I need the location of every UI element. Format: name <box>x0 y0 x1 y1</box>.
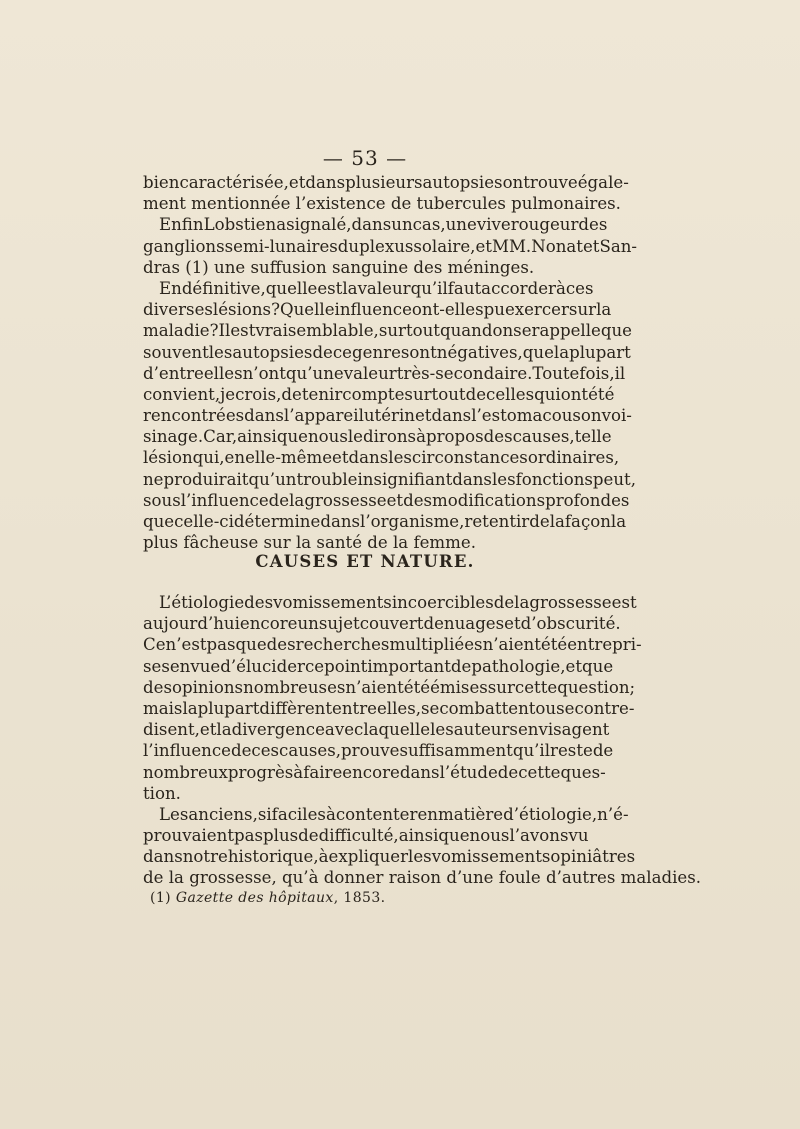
text-line: aujourd’hui encore un sujet couvert de nuages et d’obscurité. <box>143 614 621 634</box>
text-line: prouvaient pas plus de difficulté, ainsi que nous l’avons vu <box>143 826 589 846</box>
footnote-journal: Gazette des hôpitaux <box>175 890 334 906</box>
text-line: Enfin Lobstien a signalé, dans un cas, une vive rougeur des <box>159 215 608 235</box>
text-line: souvent les autopsies de ce genre sont négatives, que la plupart <box>143 342 631 362</box>
text-line: Ce n’est pas que des recherches multipliées n’aient été entrepri- <box>143 635 642 655</box>
section-heading: CAUSES ET NATURE. <box>255 552 475 571</box>
paragraph <box>143 804 701 889</box>
text-line: Les anciens, si faciles à contenter en matière d’étiologie, n’é- <box>159 804 629 824</box>
text-line: dras (1) une suffusion sanguine des méninges. <box>143 257 535 277</box>
text-line: rencontrées dans l’appareil utérin et dans l’estomac ou son voi- <box>143 406 632 426</box>
text-line: sinage. Car, ainsi que nous le dirons à propos des causes, telle <box>143 427 612 447</box>
text-line: plus fâcheuse sur la santé de la femme. <box>143 533 477 553</box>
text-line: l’influence de ces causes, prouve suffisamment qu’il reste de <box>143 741 614 761</box>
text-line: En définitive, quelle est la valeur qu’il faut accorder à ces <box>159 278 594 298</box>
footnote-year: , 1853. <box>333 890 386 906</box>
paragraph <box>143 214 638 278</box>
text-line: que celle-ci détermine dans l’organisme, retentir de la façon la <box>143 512 627 531</box>
text-line: L’étiologie des vomissements incoercibles de la grossesse est <box>159 593 637 612</box>
text-line: lésion qui, en elle-même et dans les circonstances ordinaires, <box>143 448 620 468</box>
paragraph <box>143 592 642 804</box>
text-block-top <box>143 172 638 553</box>
text-line: ne produirait qu’un trouble insignifiant dans les fonctions peut, <box>143 469 636 489</box>
text-line: nombreux progrès à faire encore dans l’étude de cette ques- <box>143 762 606 782</box>
text-line: tion. <box>143 783 181 803</box>
text-block-bottom <box>143 592 701 889</box>
text-line: ganglions semi-lunaires du plexus solaire, et MM. Nonat et San- <box>143 236 638 256</box>
footnote-marker: (1) <box>150 890 172 906</box>
text-line: disent, et la divergence avec laquelle les auteurs envisagent <box>143 720 610 740</box>
text-line: bien caractérisée, et dans plusieurs autopsies on trouve égale- <box>143 173 629 192</box>
text-line: de la grossesse, qu’à donner raison d’une foule d’autres maladies. <box>143 868 701 888</box>
page-number: — 53 — <box>322 146 408 170</box>
text-line: ses en vue d’élucider ce point important de pathologie, et que <box>143 656 614 676</box>
paragraph <box>143 172 629 214</box>
text-line: sous l’influence de la grossesse et des modifications profondes <box>143 490 630 510</box>
text-line: diverses lésions? Quelle influence ont-elles pu exercer sur la <box>143 300 612 320</box>
paragraph <box>143 278 636 553</box>
text-line: mais la plupart diffèrent entre elles, se combattent ou se contre- <box>143 698 635 718</box>
text-line: dans notre historique, à expliquer les vomissements opiniâtres <box>143 847 636 867</box>
text-line: d’entre elles n’ont qu’une valeur très-secondaire. Toutefois, il <box>143 363 626 383</box>
footnote <box>150 890 386 906</box>
text-line: convient, je crois, de tenir compte surtout de celles qui ont été <box>143 384 615 404</box>
text-line: ment mentionnée l’existence de tubercules pulmonaires. <box>143 194 621 214</box>
text-line: des opinions nombreuses n’aient été émises sur cette question ; <box>143 677 636 697</box>
text-line: maladie ? Il est vraisemblable, surtout quand on se rappelle que <box>143 321 632 341</box>
